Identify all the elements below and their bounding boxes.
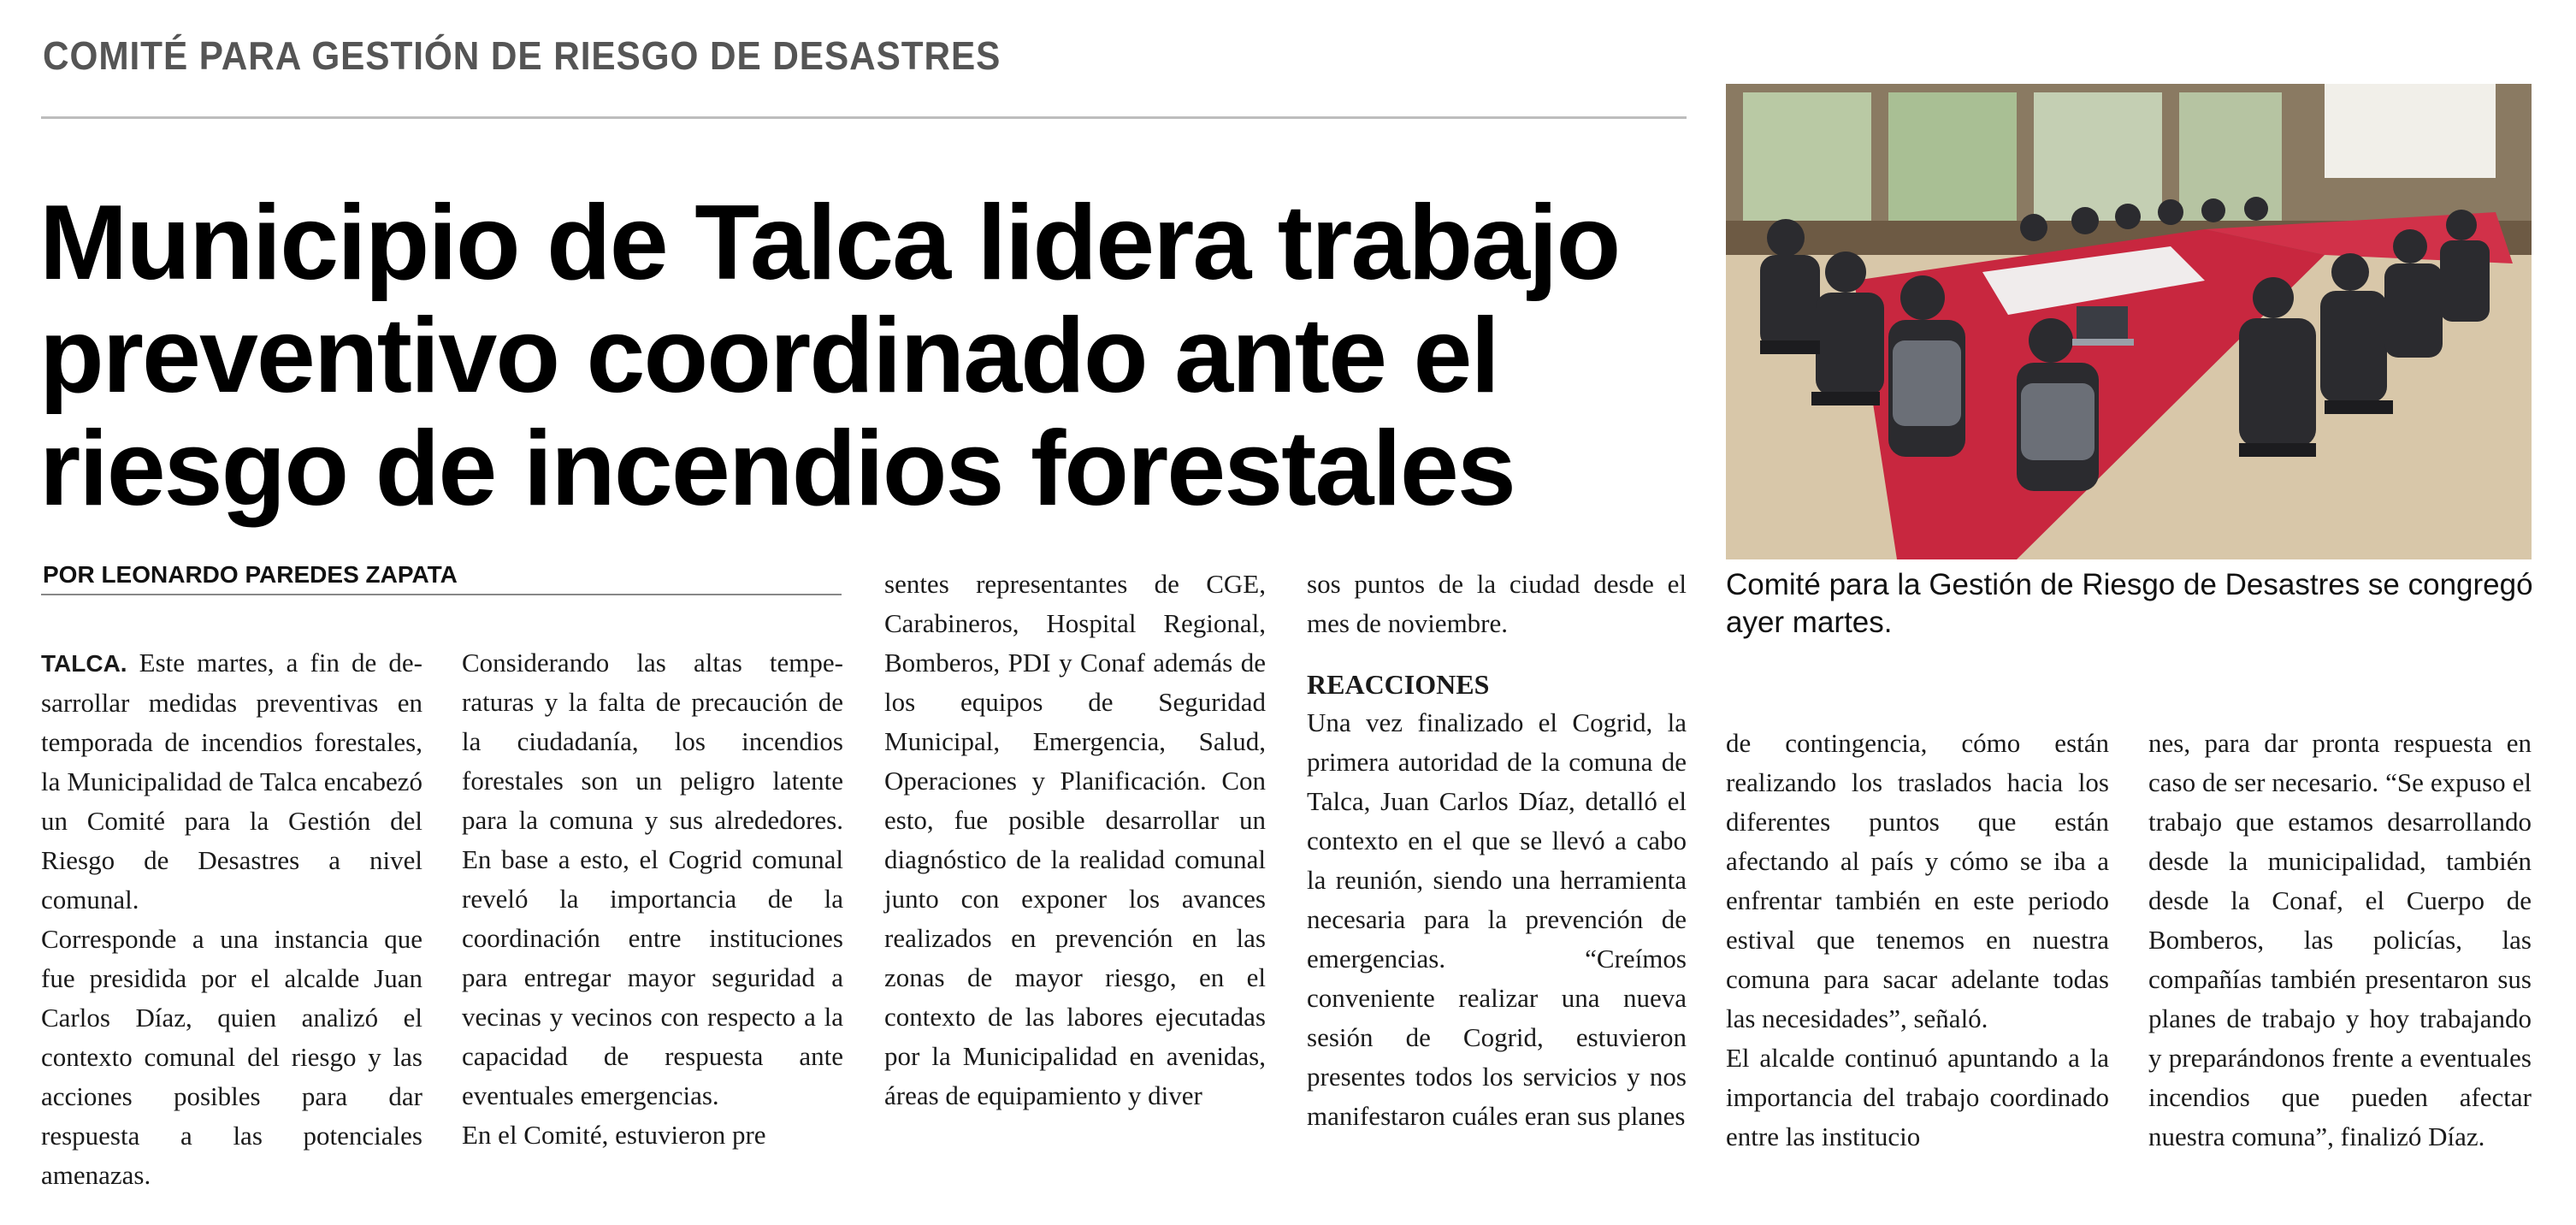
section-label: COMITÉ PARA GESTIÓN DE RIESGO DE DESASTRES [43,33,1001,78]
article-column-3 [884,565,1266,1116]
article-column-5 [1726,724,2109,1157]
paragraph: sos puntos de la ciudad desde el mes de noviembre. [1307,569,1687,638]
byline: POR LEONARDO PAREDES ZAPATA [43,561,458,588]
meeting-photo [1726,84,2532,559]
paragraph: Considerando las altas temperaturas y la falta de precaución de la ciudadanía, los incendios forestales son un peligro latente para la comuna y sus alrededores. En base a esto, el Cogrid comunal reveló la importancia de la coordinación entre instituciones para entregar mayor seguridad a vecinas y vecinos con respecto a la capacidad de respuesta ante eventuales emergencias. [462,648,843,1110]
paragraph: de contingencia, cómo están realizando los traslados hacia los diferentes puntos que están afectando al país y cómo se iba a enfrentar también en este periodo estival que tenemos en nuestra comuna para sacar adelante todas las necesidades”, señaló. [1726,728,2109,1033]
paragraph-text: Este martes, a fin de desarrollar medidas preventivas en temporada de incendios forestales, la Municipalidad de Talca encabezó un Comité para la Gestión del Riesgo de Desastres a nivel comunal. [41,648,422,914]
paragraph: sentes representantes de CGE, Carabineros, Hospital Regional, Bomberos, PDI y Conaf además de los equipos de Seguridad Municipal, Emergencia, Salud, Operaciones y Planificación. Con esto, fue posible desarrollar un diagnóstico de la realidad comunal junto con exponer los avances realizados en prevención en las zonas de mayor riesgo, en el contexto de las labores ejecutadas por la Municipalidad en avenidas, áreas de equipamiento y diver [884,569,1266,1110]
photo-caption: Comité para la Gestión de Riesgo de Desastres se congregó ayer martes. [1726,568,2533,639]
article-column-6 [2148,724,2532,1157]
dateline: TALCA. [41,650,127,677]
headline [39,184,1716,528]
paragraph: En el Comité, estuvieron pre [462,1120,766,1150]
article-column-4 [1307,565,1687,1136]
article-column-2 [462,643,843,1155]
paragraph: El alcalde continuó apuntando a la importancia del trabajo coordinado entre las institucio [1726,1043,2109,1151]
paragraph: nes, para dar pronta respuesta en caso de ser necesario. “Se expuso el trabajo que estamos desarrollando desde la municipalidad, también desde la Conaf, el Cuerpo de Bomberos, las policías, las compañías también presentaron sus planes de trabajo y hoy trabajando y preparándonos frente a eventuales incendios que pueden afectar nuestra comuna”, finalizó Díaz. [2148,728,2532,1151]
subheading: REACCIONES [1307,669,1490,700]
headline-line-3: riesgo de incendios forestales [39,410,1515,528]
section-divider [41,116,1687,119]
headline-line-2: preventivo coordinado ante el [39,297,1498,415]
paragraph: Corresponde a una instancia que fue presidida por el alcalde Juan Carlos Díaz, quien analizó el contexto comunal del riesgo y las acciones posibles para dar respuesta a las potenciales amenazas. [41,924,422,1190]
paragraph: Una vez finalizado el Cogrid, la primera autoridad de la comuna de Talca, Juan Carlos Díaz, detalló el contexto en el que se llevó a cabo la reunión, siendo una herramienta necesaria para la prevención de emergencias. “Creímos conveniente realizar una nueva sesión de Cogrid, estuvieron presentes todos los servicios y nos manifestaron cuáles eran sus planes [1307,707,1687,1131]
article-column-1 [41,643,422,1195]
headline-line-1: Municipio de Talca lidera trabajo [39,184,1620,302]
paragraph [41,643,422,920]
byline-divider [41,594,842,595]
